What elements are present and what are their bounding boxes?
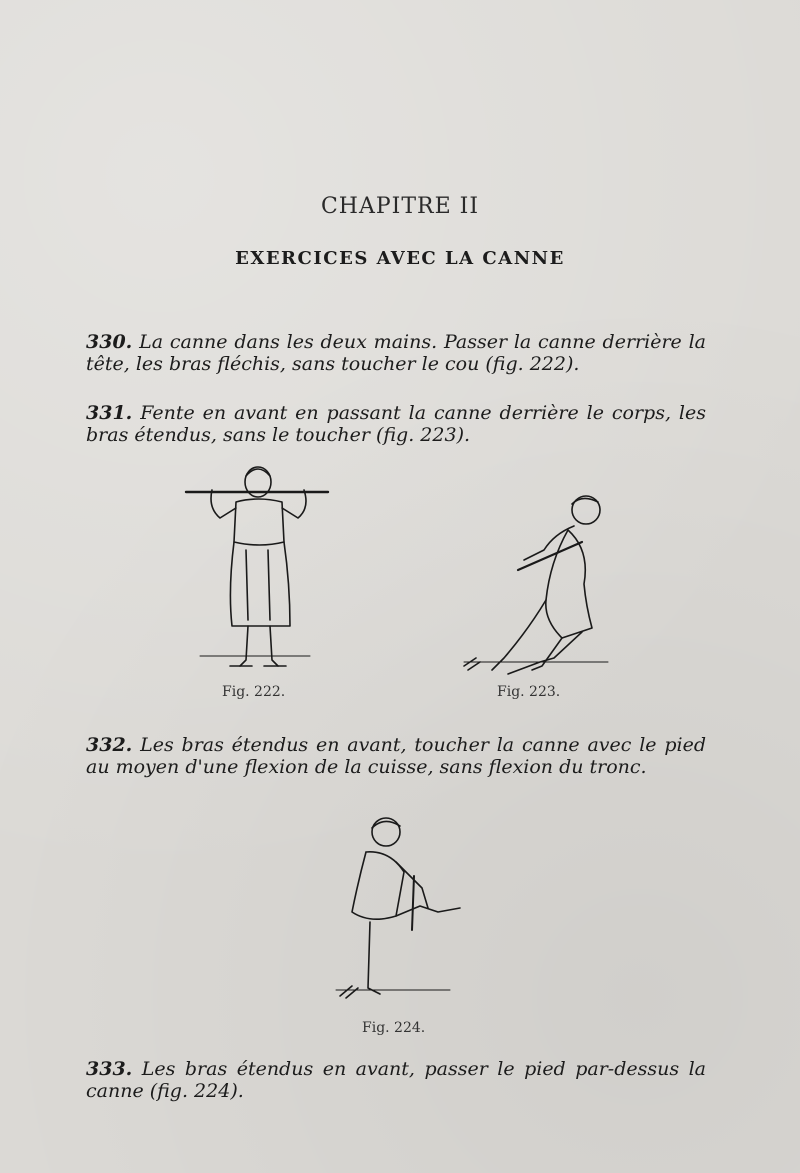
exercise-333 [86, 1058, 706, 1102]
exercise-text: La canne dans les deux mains. Passer la canne derrière la tête, les bras fléchis, sans toucher le cou (fig. 222). [86, 331, 706, 375]
figure-224-illustration [330, 812, 470, 1012]
figure-222-illustration [180, 460, 340, 680]
exercise-332 [86, 734, 706, 778]
figure-223-caption: Fig. 223. [497, 684, 561, 700]
exercise-number: 333. [86, 1058, 133, 1080]
exercise-text: Fente en avant en passant la canne derrière le corps, les bras étendus, sans le toucher (fig. 223). [86, 402, 706, 446]
figure-223-illustration [458, 490, 618, 680]
exercise-330 [86, 331, 706, 375]
section-title: EXERCICES AVEC LA CANNE [235, 248, 565, 269]
figure-224-caption: Fig. 224. [362, 1020, 426, 1036]
exercise-331 [86, 402, 706, 446]
exercise-number: 330. [86, 331, 133, 353]
figure-222-caption: Fig. 222. [222, 684, 286, 700]
exercise-number: 332. [86, 734, 133, 756]
exercise-text: Les bras étendus en avant, toucher la canne avec le pied au moyen d'une flexion de la cuisse, sans flexion du tronc. [86, 734, 706, 778]
exercise-number: 331. [86, 402, 133, 424]
chapter-heading: CHAPITRE II [320, 194, 480, 219]
exercise-text: Les bras étendus en avant, passer le pied par-dessus la canne (fig. 224). [86, 1058, 706, 1102]
